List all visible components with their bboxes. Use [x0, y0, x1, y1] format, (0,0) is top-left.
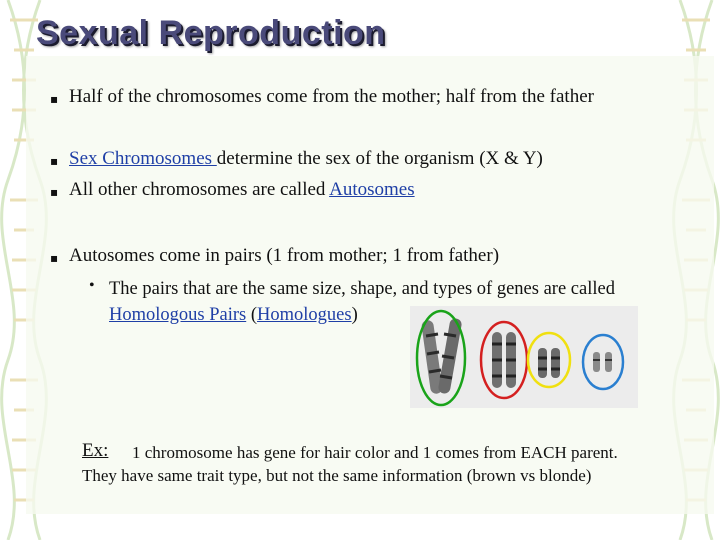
dot-bullet-icon: •	[89, 277, 95, 294]
example-line2: They have same trait type, but not the same information (brown vs blonde)	[82, 466, 592, 485]
square-bullet-icon: ▪	[50, 92, 59, 106]
example-label: Ex:	[82, 440, 109, 461]
chromosome-pair-large	[421, 318, 463, 395]
paren-open: (	[246, 305, 258, 325]
paren-close: )	[351, 305, 358, 325]
homologues-link[interactable]: Homologues	[257, 305, 352, 325]
square-bullet-icon: ▪	[50, 251, 59, 265]
square-bullet-icon: ▪	[50, 154, 59, 168]
slide-title: Sexual Reproduction	[36, 14, 386, 52]
bullet-text: Half of the chromosomes come from the mother; half from the father	[69, 86, 594, 107]
chromosome-pair-tiny	[593, 352, 612, 372]
square-bullet-icon: ▪	[50, 185, 59, 199]
bullet-text-rest: determine the sex of the organism (X & Y)	[216, 148, 543, 169]
chromosome-pair-medium	[492, 332, 516, 388]
homologous-pairs-link[interactable]: Homologous Pairs	[109, 305, 247, 325]
chromosome-pairs-illustration	[410, 306, 638, 408]
sub-bullet-text-line2	[109, 304, 358, 326]
example-line1: 1 chromosome has gene for hair color and 1 comes from EACH parent.	[132, 443, 618, 462]
homologous-chromosomes-image	[410, 306, 638, 408]
blue-circle	[583, 335, 623, 389]
bullet-text	[69, 179, 415, 201]
bullet-text-lead: All other chromosomes are called	[69, 179, 330, 200]
sex-chromosomes-link[interactable]: Sex Chromosomes	[69, 148, 217, 169]
sub-bullet-text: The pairs that are the same size, shape, and types of genes are called	[109, 279, 615, 299]
bullet-text	[69, 148, 543, 170]
yellow-circle	[528, 333, 570, 387]
chromosome-pair-small	[538, 348, 560, 378]
autosomes-link[interactable]: Autosomes	[329, 179, 415, 200]
bullet-text: Autosomes come in pairs (1 from mother; 1 from father)	[69, 245, 500, 266]
red-circle	[481, 322, 527, 398]
